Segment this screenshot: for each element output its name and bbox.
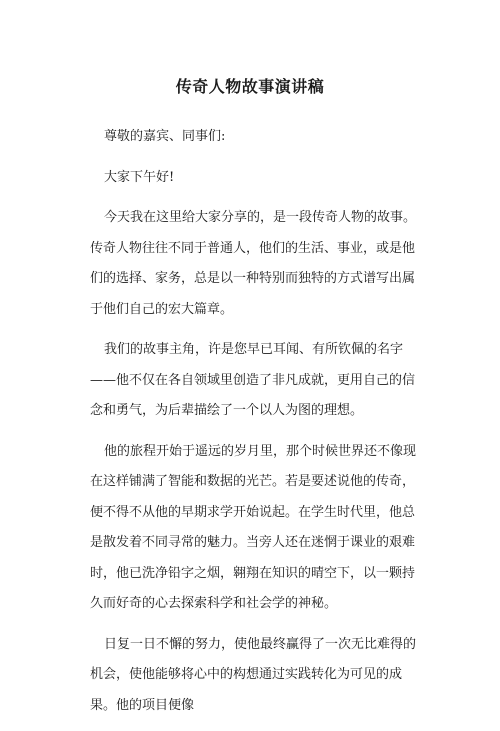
paragraph-intro: 今天我在这里给大家分享的，是一段传奇人物的故事。传奇人物往往不同于普通人，他们的生活、事业，或是他们的选择、家务，总是以一种特别而独特的方式谱写出属于他们自己的宏大篇章。 <box>90 210 417 317</box>
document-body <box>90 122 420 731</box>
paragraph-opportunity: 日复一日不懈的努力，使他最终赢得了一次无比难得的机会，使他能够将心中的构想通过实践转化为可见的成果。他的项目便像 <box>90 636 417 713</box>
salutation: 尊敬的嘉宾、同事们: <box>104 129 226 144</box>
greeting: 大家下午好! <box>104 169 175 185</box>
paragraph-early-life: 他的旅程开始于遥远的岁月里，那个时候世界还不像现在这样铺满了智能和数据的光芒。若是要述说他的传奇，便不得不从他的早期求学开始说起。在学生时代里，他总是散发着不同寻常的魅力。当旁人还在迷惘于课业的艰难时，他已洗净铅字之烟，翱翔在知识的晴空下，以一颗持久而好奇的心去探索科学和社会学的神秘。 <box>90 443 417 611</box>
paragraph-protagonist: 我们的故事主角，许是您早已耳闻、有所钦佩的名字——他不仅在各自领域里创造了非凡成就，更用自己的信念和勇气，为后辈描绘了一个以人为图的理想。 <box>90 342 416 418</box>
document-title: 传奇人物故事演讲稿 <box>175 77 325 96</box>
